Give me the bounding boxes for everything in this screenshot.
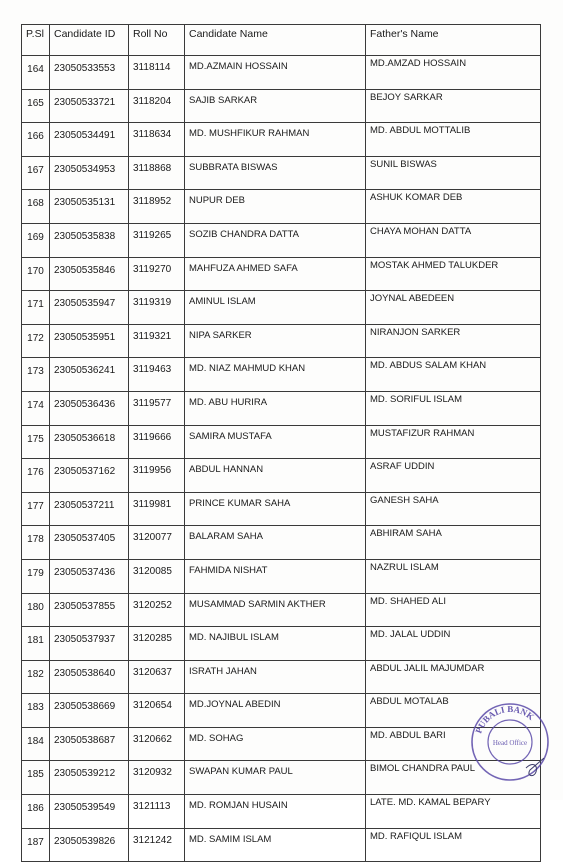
row-psl: 184 (22, 727, 50, 761)
row-candidate-name: MD. NAJIBUL ISLAM (185, 627, 366, 661)
row-candidate-name: SAMIRA MUSTAFA (185, 425, 366, 459)
row-candidate-id: 23050539826 (50, 828, 129, 862)
row-psl: 166 (22, 123, 50, 157)
header-roll-no: Roll No (129, 25, 185, 56)
row-candidate-name: SAJIB SARKAR (185, 89, 366, 123)
row-fathers-name: MD. SHAHED ALI (366, 593, 541, 627)
row-candidate-name: MD. NIAZ MAHMUD KHAN (185, 358, 366, 392)
header-psl: P.Sl (22, 25, 50, 56)
table-row (22, 56, 541, 90)
row-roll-no: 3119956 (129, 459, 185, 493)
row-roll-no: 3119463 (129, 358, 185, 392)
row-roll-no: 3119319 (129, 291, 185, 325)
row-fathers-name: MUSTAFIZUR RAHMAN (366, 425, 541, 459)
table-row (22, 593, 541, 627)
table-row (22, 627, 541, 661)
header-fathers-name: Father's Name (366, 25, 541, 56)
table-row (22, 223, 541, 257)
row-candidate-name: ABDUL HANNAN (185, 459, 366, 493)
table-row (22, 391, 541, 425)
row-psl: 179 (22, 559, 50, 593)
row-fathers-name: ABHIRAM SAHA (366, 526, 541, 560)
table-row (22, 358, 541, 392)
row-roll-no: 3118204 (129, 89, 185, 123)
table-row (22, 257, 541, 291)
header-candidate-id: Candidate ID (50, 25, 129, 56)
row-roll-no: 3119265 (129, 223, 185, 257)
row-candidate-name: MUSAMMAD SARMIN AKTHER (185, 593, 366, 627)
row-psl: 167 (22, 156, 50, 190)
table-row (22, 761, 541, 795)
office-seal-stamp (466, 698, 554, 786)
row-psl: 173 (22, 358, 50, 392)
row-roll-no: 3119321 (129, 324, 185, 358)
table-row (22, 828, 541, 862)
row-roll-no: 3118868 (129, 156, 185, 190)
row-fathers-name: CHAYA MOHAN DATTA (366, 223, 541, 257)
table-row (22, 660, 541, 694)
row-candidate-id: 23050536618 (50, 425, 129, 459)
row-fathers-name: MD. RAFIQUL ISLAM (366, 828, 541, 862)
row-roll-no: 3118952 (129, 190, 185, 224)
row-fathers-name: MOSTAK AHMED TALUKDER (366, 257, 541, 291)
row-candidate-id: 23050537436 (50, 559, 129, 593)
row-roll-no: 3121113 (129, 795, 185, 829)
row-psl: 174 (22, 391, 50, 425)
row-psl: 169 (22, 223, 50, 257)
row-candidate-id: 23050536241 (50, 358, 129, 392)
table-row (22, 89, 541, 123)
row-candidate-id: 23050537211 (50, 492, 129, 526)
row-candidate-id: 23050539212 (50, 761, 129, 795)
table-row (22, 156, 541, 190)
row-fathers-name: ABDUL JALIL MAJUMDAR (366, 660, 541, 694)
row-candidate-name: PRINCE KUMAR SAHA (185, 492, 366, 526)
row-psl: 187 (22, 828, 50, 862)
candidate-table (21, 24, 541, 862)
row-fathers-name: SUNIL BISWAS (366, 156, 541, 190)
row-roll-no: 3120285 (129, 627, 185, 661)
row-candidate-id: 23050539549 (50, 795, 129, 829)
row-fathers-name: NAZRUL ISLAM (366, 559, 541, 593)
row-candidate-id: 23050538669 (50, 694, 129, 728)
row-candidate-name: NUPUR DEB (185, 190, 366, 224)
row-fathers-name: MD. ABDUL MOTTALIB (366, 123, 541, 157)
row-candidate-id: 23050536436 (50, 391, 129, 425)
row-psl: 168 (22, 190, 50, 224)
row-candidate-id: 23050534953 (50, 156, 129, 190)
table-row (22, 694, 541, 728)
row-candidate-name: BALARAM SAHA (185, 526, 366, 560)
row-candidate-id: 23050535846 (50, 257, 129, 291)
row-roll-no: 3118634 (129, 123, 185, 157)
row-fathers-name: GANESH SAHA (366, 492, 541, 526)
table-row (22, 123, 541, 157)
row-candidate-id: 23050534491 (50, 123, 129, 157)
row-fathers-name: ASRAF UDDIN (366, 459, 541, 493)
table-row (22, 459, 541, 493)
svg-text:PUBALI BANK (473, 704, 536, 735)
row-fathers-name: NIRANJON SARKER (366, 324, 541, 358)
row-psl: 180 (22, 593, 50, 627)
header-candidate-name: Candidate Name (185, 25, 366, 56)
table-header-row (22, 25, 541, 56)
row-candidate-id: 23050537855 (50, 593, 129, 627)
row-psl: 176 (22, 459, 50, 493)
row-candidate-name: MD.AZMAIN HOSSAIN (185, 56, 366, 90)
row-roll-no: 3119981 (129, 492, 185, 526)
row-fathers-name: ABDUL MOTALAB (366, 694, 541, 728)
row-fathers-name: MD. ABDUS SALAM KHAN (366, 358, 541, 392)
row-candidate-name: MD. ROMJAN HUSAIN (185, 795, 366, 829)
signature-mark (526, 758, 544, 776)
table-row (22, 324, 541, 358)
row-candidate-id: 23050538687 (50, 727, 129, 761)
row-fathers-name: ASHUK KOMAR DEB (366, 190, 541, 224)
row-psl: 171 (22, 291, 50, 325)
table-row (22, 559, 541, 593)
table-row (22, 190, 541, 224)
row-roll-no: 3120637 (129, 660, 185, 694)
table-row (22, 526, 541, 560)
row-psl: 170 (22, 257, 50, 291)
row-roll-no: 3119666 (129, 425, 185, 459)
row-candidate-name: MD.JOYNAL ABEDIN (185, 694, 366, 728)
row-psl: 181 (22, 627, 50, 661)
row-candidate-name: MD. SAMIM ISLAM (185, 828, 366, 862)
table-body (22, 56, 541, 862)
row-candidate-name: MAHFUZA AHMED SAFA (185, 257, 366, 291)
row-psl: 172 (22, 324, 50, 358)
seal-center-text: Head Office (492, 739, 528, 747)
row-psl: 178 (22, 526, 50, 560)
row-fathers-name: MD. SORIFUL ISLAM (366, 391, 541, 425)
row-fathers-name: MD. ABDUL BARI (366, 727, 541, 761)
row-candidate-name: ISRATH JAHAN (185, 660, 366, 694)
row-psl: 165 (22, 89, 50, 123)
row-candidate-name: NIPA SARKER (185, 324, 366, 358)
row-roll-no: 3120662 (129, 727, 185, 761)
row-roll-no: 3120654 (129, 694, 185, 728)
seal-top-text: PUBALI BANK (473, 703, 537, 735)
row-fathers-name: MD. JALAL UDDIN (366, 627, 541, 661)
row-candidate-id: 23050535947 (50, 291, 129, 325)
row-fathers-name: JOYNAL ABEDEEN (366, 291, 541, 325)
row-psl: 164 (22, 56, 50, 90)
row-fathers-name: MD.AMZAD HOSSAIN (366, 56, 541, 90)
row-candidate-name: MD. MUSHFIKUR RAHMAN (185, 123, 366, 157)
row-candidate-id: 23050533721 (50, 89, 129, 123)
table-row (22, 291, 541, 325)
row-candidate-name: FAHMIDA NISHAT (185, 559, 366, 593)
row-candidate-id: 23050535838 (50, 223, 129, 257)
row-candidate-name: MD. SOHAG (185, 727, 366, 761)
row-psl: 186 (22, 795, 50, 829)
row-psl: 183 (22, 694, 50, 728)
row-candidate-name: SWAPAN KUMAR PAUL (185, 761, 366, 795)
row-candidate-name: AMINUL ISLAM (185, 291, 366, 325)
row-psl: 182 (22, 660, 50, 694)
row-candidate-id: 23050535131 (50, 190, 129, 224)
table-row (22, 727, 541, 761)
row-roll-no: 3120085 (129, 559, 185, 593)
row-roll-no: 3119270 (129, 257, 185, 291)
row-psl: 175 (22, 425, 50, 459)
row-candidate-id: 23050537405 (50, 526, 129, 560)
row-roll-no: 3120932 (129, 761, 185, 795)
row-candidate-name: MD. ABU HURIRA (185, 391, 366, 425)
row-candidate-id: 23050535951 (50, 324, 129, 358)
row-roll-no: 3120252 (129, 593, 185, 627)
row-candidate-name: SUBBRATA BISWAS (185, 156, 366, 190)
row-roll-no: 3119577 (129, 391, 185, 425)
row-roll-no: 3121242 (129, 828, 185, 862)
row-psl: 185 (22, 761, 50, 795)
table-row (22, 425, 541, 459)
row-candidate-id: 23050538640 (50, 660, 129, 694)
row-fathers-name: BIMOL CHANDRA PAUL (366, 761, 541, 795)
row-psl: 177 (22, 492, 50, 526)
row-roll-no: 3118114 (129, 56, 185, 90)
row-candidate-id: 23050533553 (50, 56, 129, 90)
row-candidate-name: SOZIB CHANDRA DATTA (185, 223, 366, 257)
row-fathers-name: LATE. MD. KAMAL BEPARY (366, 795, 541, 829)
table-row (22, 492, 541, 526)
row-candidate-id: 23050537162 (50, 459, 129, 493)
row-fathers-name: BEJOY SARKAR (366, 89, 541, 123)
row-roll-no: 3120077 (129, 526, 185, 560)
row-candidate-id: 23050537937 (50, 627, 129, 661)
